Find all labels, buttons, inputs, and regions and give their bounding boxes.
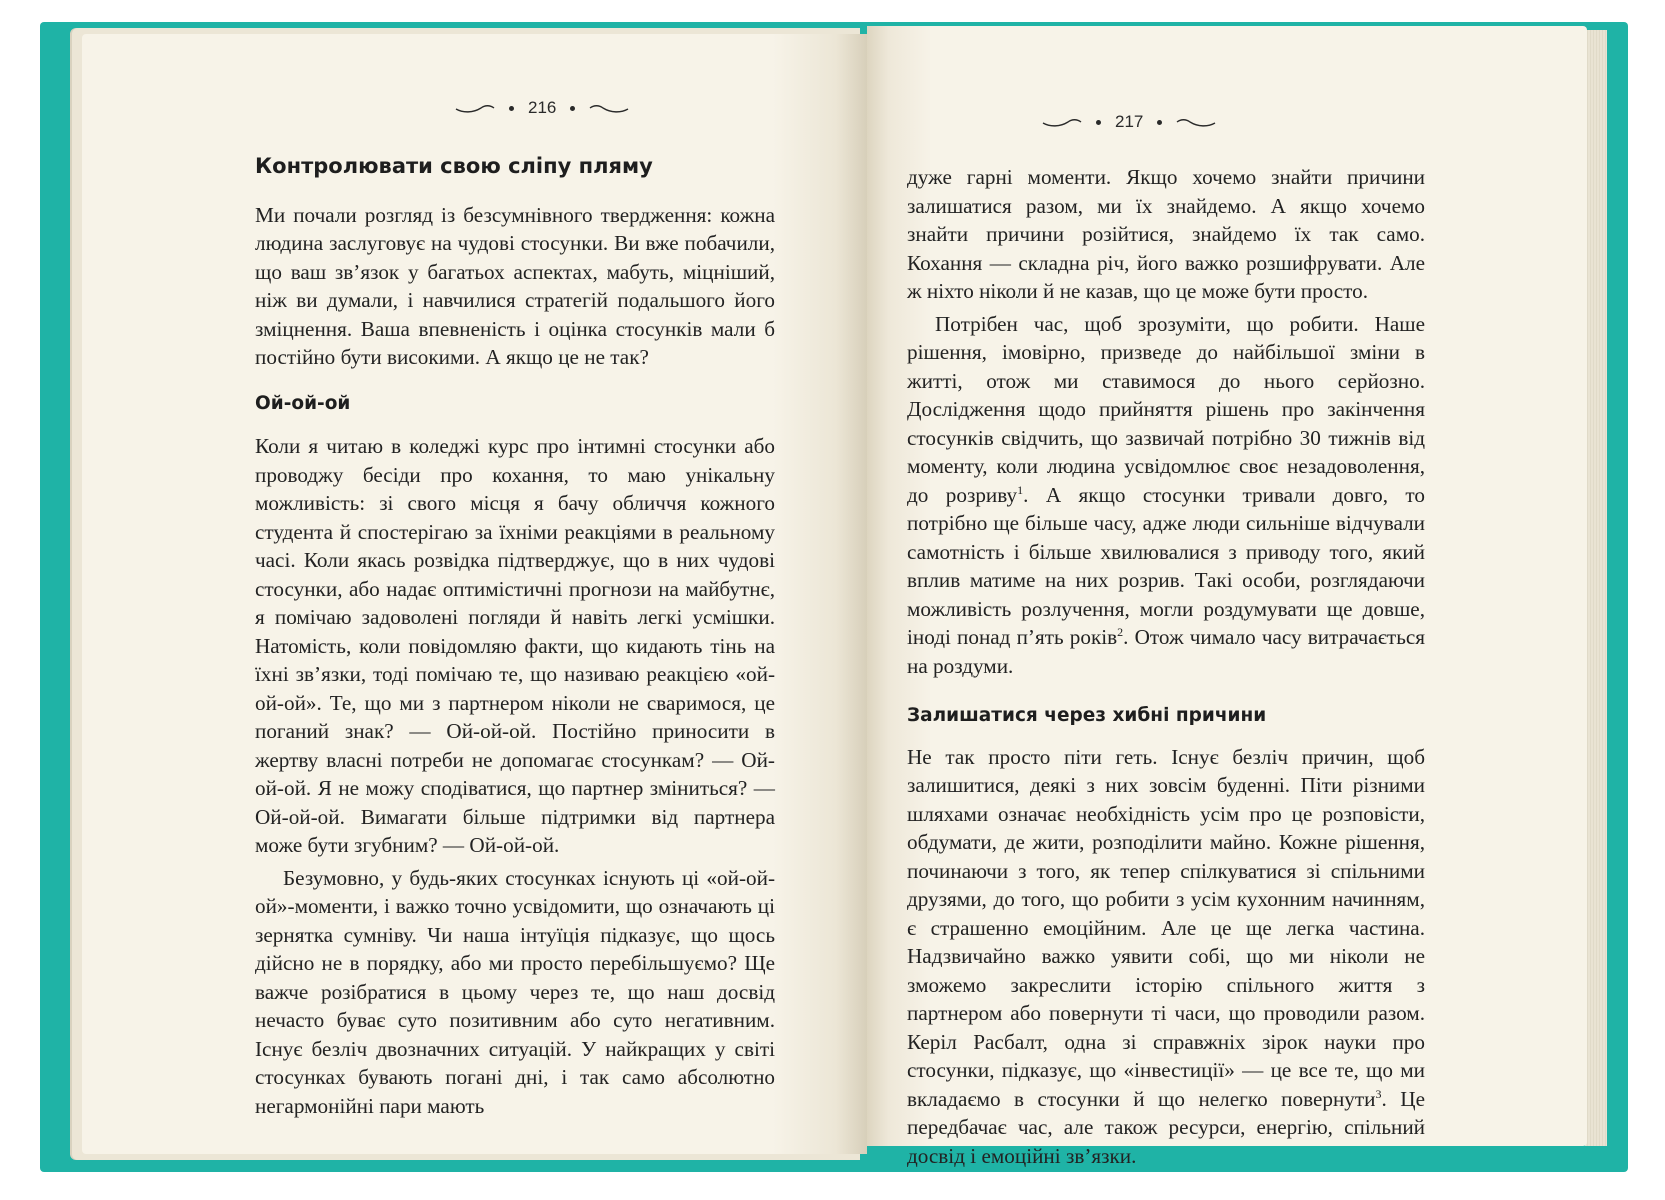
folio-dot-icon [1157, 120, 1162, 125]
page-number: 217 [1115, 112, 1144, 131]
page-number: 216 [528, 98, 557, 117]
left-page-folio [455, 98, 629, 118]
subheading: Залишатися через хибні причини [907, 705, 1267, 726]
footnote-ref[interactable]: 1 [1017, 482, 1024, 497]
left-page [82, 34, 867, 1154]
right-ornament-icon [589, 102, 629, 114]
footnote-ref[interactable]: 3 [1375, 1086, 1382, 1101]
paragraph: Не так просто піти геть. Існує безліч причин, щоб залишитися, деякі з них зовсім буденні. Піти різними шляхами означає необхідність усім про це розповісти, обдумати, де жити, розподілити майно. Кожне рішення, починаючи з того, як тепер спілкуватися зі спільними друзями, до того, що робити з усім кухонним начинням, є страшенно емоційним. Але це ще легка частина. Надзвичайно важко уявити собі, що ми ніколи не зможемо закреслити історію спільного життя з партнером або повернути ті часи, що проводили разом. Керіл Расбалт, одна зі справжніх зірок науки про стосунки, підказує, що «інвестиції» — це все те, що ми вкладаємо в стосунки й що нелегко повернути$^3$. Це передбачає час, але також ресурси, енергію, спільний досвід і емоційні зв’язки. [907, 744, 1425, 1168]
right-ornament-icon [1176, 116, 1216, 128]
right-page-edges [1585, 30, 1607, 1146]
intro-paragraph: Ми почали розгляд із безсумнівного твердження: кожна людина заслуговує на чудові стосунки. Ви вже побачили, що ваш зв’язок у багатьох аспектах, мабуть, міцніший, ніж ви думали, і навчилися стратегій подальшого його зміцнення. Ваша впевненість і оцінка стосунків мали б постійно бути високими. А якщо це не так? [255, 202, 775, 369]
footnote-ref[interactable]: 2 [1117, 624, 1124, 639]
right-page [867, 26, 1587, 1168]
folio-dot-icon [1096, 120, 1101, 125]
paragraph: дуже гарні моменти. Якщо хочемо знайти причини залишатися разом, ми їх знайдемо. А якщо хочемо знайти причини розійтися, знайдемо їх так само. Кохання — складна річ, його важко розшифрувати. Але ж ніхто ніколи й не казав, що це може бути просто. [907, 165, 1425, 303]
folio-dot-icon [570, 106, 575, 111]
right-page-text [907, 163, 1425, 1170]
section-heading: Контролювати свою сліпу пляму [255, 154, 653, 178]
right-page-folio [1042, 112, 1216, 132]
paragraph: Потрібен час, щоб зрозуміти, що робити. Наше рішення, імовірно, призведе до найбільшої зміни в житті, отож ми ставимося до нього серйозно. Дослідження щодо прийняття рішень про закінчення стосунків свідчить, що зазвичай потрібно 30 тижнів від моменту, коли людина усвідомлює своє незадоволення, до розриву$^1$. А якщо стосунки тривали довго, то потрібно ще більше часу, адже люди сильніше відчували самотність і більше хвилювалися з приводу того, який вплив матиме на них розрив. Такі особи, розглядаючи можливість розлучення, могли роздумувати ще довше, іноді понад п’ять років$^2$. Отож чимало часу витрачається на роздуми. [907, 311, 1426, 678]
left-page-text [255, 152, 775, 1120]
paragraph: Коли я читаю в коледжі курс про інтимні стосунки або проводжу бесіди про кохання, то маю унікальну можливість: зі свого місця я бачу обличчя кожного студента й спостерігаю за їхніми реакціями в реальному часі. Коли якась розвідка підтверджує, що в них чудові стосунки, або надає оптимістичні прогнози на майбутнє, я помічаю задоволені погляди й навіть легкі усмішки. Натомість, коли повідомляю факти, що кидають тінь на їхні зв’язки, тоді помічаю те, що називаю реакцією «ой-ой-ой». Те, що ми з партнером ніколи не сваримося, це поганий знак? — Ой-ой-ой. Постійно приносити в жертву власні потреби не допомагає стосункам? — Ой-ой-ой. Я не можу сподіватися, що партнер зміниться? — Ой-ой-ой. Вимагати більше підтримки від партнера може бути згубним? — Ой-ой-ой. [255, 434, 775, 857]
subheading: Ой-ой-ой [255, 392, 351, 414]
paragraph: Безумовно, у будь-яких стосунках існують ці «ой-ой-ой»-моменти, і важко точно усвідомити, що означають ці зернятка сумніву. Чи наша інтуїція підказує, що щось дійсно не в порядку, або ми просто перебільшуємо? Ще важче розібратися в цьому через те, що наш досвід нечасто буває суто позитивним або суто негативним. Існує безліч двозначних ситуацій. У найкращих у світі стосунках бувають погані дні, і так само абсолютно негармонійні пари мають [255, 865, 775, 1118]
left-ornament-icon [455, 102, 495, 114]
left-ornament-icon [1042, 116, 1082, 128]
folio-dot-icon [509, 106, 514, 111]
